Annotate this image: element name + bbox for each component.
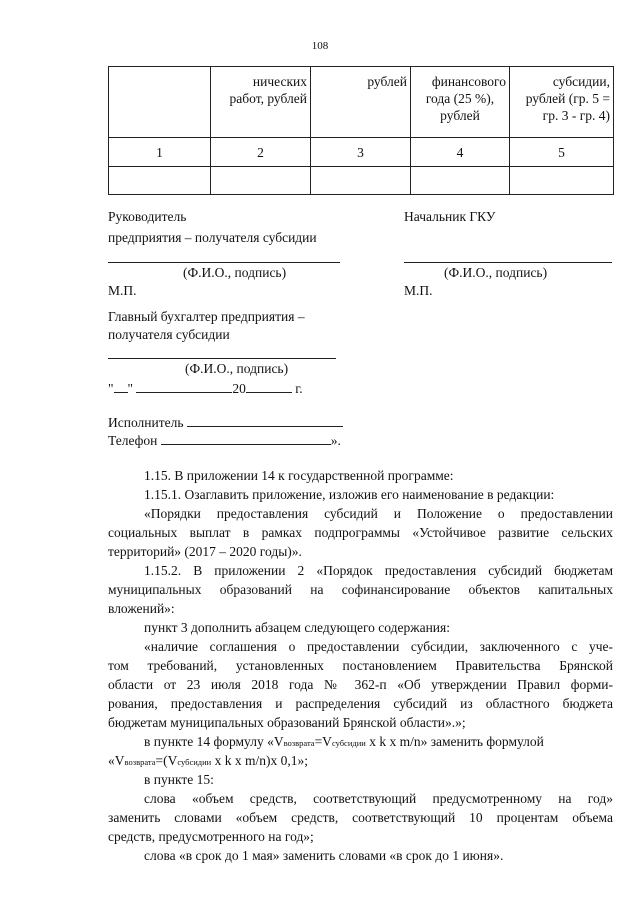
date-day-field[interactable]	[114, 380, 128, 393]
date-year-field[interactable]	[246, 380, 292, 393]
text-line: вложений»:	[108, 601, 175, 616]
table-cell	[411, 167, 510, 195]
table-header-row	[109, 67, 614, 138]
gku-signature-line[interactable]	[404, 262, 612, 263]
text-line: слова «в срок до 1 мая» заменить словами «в срок до 1 июня».	[144, 848, 504, 863]
table-cell	[311, 167, 411, 195]
head-fio-caption: (Ф.И.О., подпись)	[183, 265, 287, 280]
text-line: в пункте 15:	[144, 772, 214, 787]
gku-fio-caption: (Ф.И.О., подпись)	[444, 265, 548, 280]
text-line: «наличие соглашения о предоставлении субсидии, заключенного с уче-	[144, 639, 613, 654]
text-line: бюджетам муниципальных образований Брянской области».»;	[108, 715, 466, 730]
subsidy-table	[108, 66, 614, 195]
phone-line: Телефон ».	[108, 433, 341, 448]
head-stamp-label: М.П.	[108, 283, 137, 298]
table-cell	[510, 167, 614, 195]
text-line: 1.15.2. В приложении 2 «Порядок предоставления субсидий бюджетам	[144, 563, 613, 578]
date-line: " " 20 г.	[108, 381, 303, 396]
head-signature-line[interactable]	[108, 262, 340, 263]
formula-line: «Vвозврата=(Vсубсидии x k x m/n)x 0,1»;	[108, 753, 308, 768]
table-cell: 5	[510, 138, 614, 167]
header-cell-2: нических работ, рублей	[211, 67, 311, 138]
text-line: «Порядки предоставления субсидий и Положение о предоставлении	[144, 506, 613, 521]
table-cell	[211, 167, 311, 195]
phone-field[interactable]	[161, 432, 331, 445]
accountant-title-continued: получателя субсидии	[108, 327, 230, 342]
amendment-text	[108, 466, 613, 865]
text-line: средств, предусмотренного на год»;	[108, 829, 314, 844]
text-line: 1.15. В приложении 14 к государственной программе:	[144, 468, 454, 483]
accountant-title: Главный бухгалтер предприятия –	[108, 309, 305, 324]
head-title: Руководитель	[108, 209, 187, 224]
accountant-signature-line[interactable]	[108, 358, 336, 359]
table-cell	[109, 167, 211, 195]
header-cell-1	[109, 67, 211, 138]
text-line: пункт 3 дополнить абзацем следующего содержания:	[144, 620, 450, 635]
date-month-field[interactable]	[136, 380, 232, 393]
formula-line: в пункте 14 формулу «Vвозврата=Vсубсидии x k x m/n» заменить формулой	[144, 734, 544, 749]
header-cell-5: субсидии, рублей (гр. 5 = гр. 3 - гр. 4)	[510, 67, 614, 138]
text-line: рования, предоставления и распределения субсидий из областного бюджета	[108, 696, 613, 711]
executor-field[interactable]	[187, 414, 343, 427]
text-line: 1.15.1. Озаглавить приложение, изложив его наименование в редакции:	[144, 487, 555, 502]
head-title-continued: предприятия – получателя субсидии	[108, 230, 317, 245]
text-line: области от 23 июля 2018 года № 362-п «Об утверждении Правил форми-	[108, 677, 613, 692]
table-cell: 1	[109, 138, 211, 167]
accountant-fio-caption: (Ф.И.О., подпись)	[185, 361, 289, 376]
gku-stamp-label: М.П.	[404, 283, 433, 298]
table-cell: 3	[311, 138, 411, 167]
text-line: социальных выплат в рамках подпрограммы «Устойчивое развитие сельских	[108, 525, 613, 540]
header-cell-3: рублей	[311, 67, 411, 138]
text-line: территорий» (2017 – 2020 годы)».	[108, 544, 302, 559]
table-empty-row	[109, 167, 614, 195]
table-number-row	[109, 138, 614, 167]
page-number: 108	[311, 40, 329, 52]
table-cell: 4	[411, 138, 510, 167]
text-line: слова «объем средств, соответствующий предусмотренному на год»	[144, 791, 613, 806]
gku-head-title: Начальник ГКУ	[404, 209, 496, 224]
header-cell-4: финансового года (25 %), рублей	[411, 67, 510, 138]
executor-line: Исполнитель	[108, 414, 343, 431]
text-line: том требований, установленных постановлением Правительства Брянской	[108, 658, 613, 673]
text-line: муниципальных образований на софинансирование объектов капитальных	[108, 582, 613, 597]
table-cell: 2	[211, 138, 311, 167]
text-line: заменить словами «объем средств, соответствующий 10 процентам объема	[108, 810, 613, 825]
